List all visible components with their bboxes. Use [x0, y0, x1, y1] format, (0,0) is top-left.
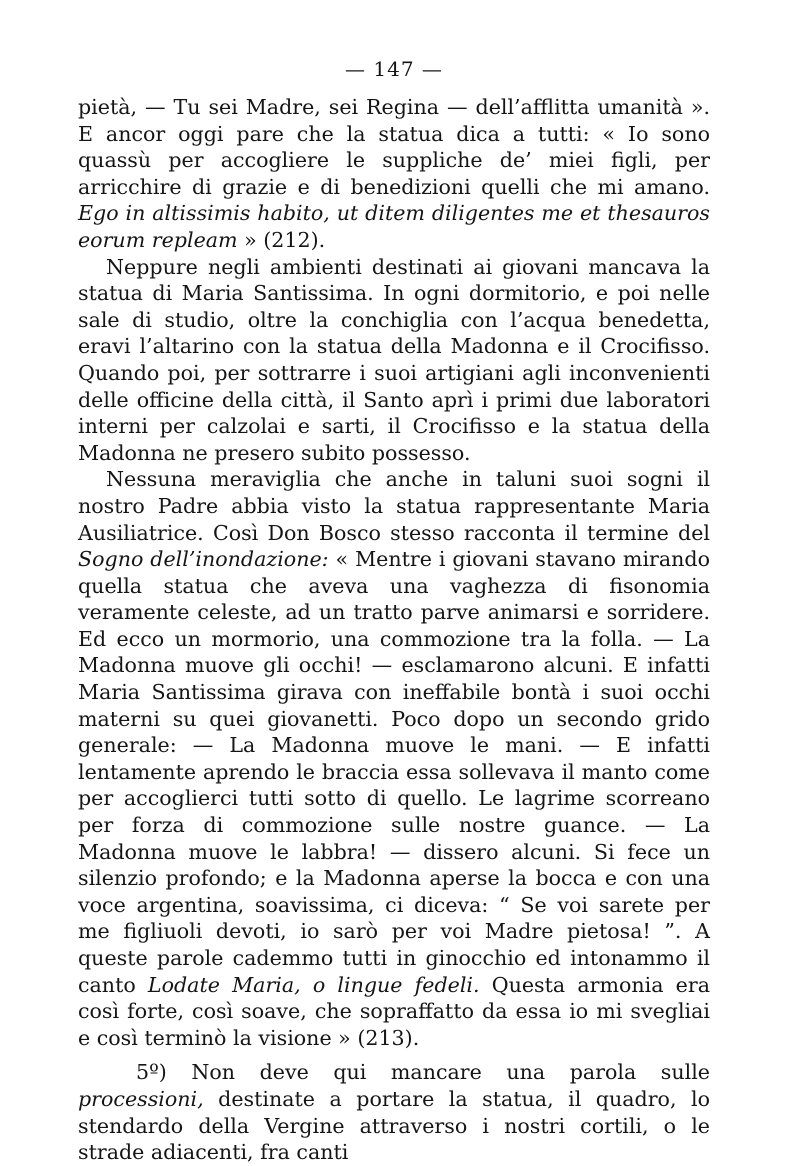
- text-run: Neppure negli ambienti destinati ai giovani mancava la statua di Maria Santissima. In ogni dormitorio, e poi nelle sale di studio, oltre la conchiglia con l’acqua benedetta, eravi l’altarino con la statua della Madonna e il Crocifisso. Quando poi, per sottrarre i suoi artigiani agli inconvenienti delle officine della città, il Santo aprì i primi due laboratori interni per calzolai e sarti, il Crocifisso e la statua della Madonna ne presero subito possesso.: [78, 254, 710, 465]
- page-number: — 147 —: [345, 57, 443, 81]
- text-run: » (212).: [237, 227, 326, 252]
- paragraph-2: [78, 254, 710, 467]
- text-run: « Mentre i giovani stavano mirando quella statua che aveva una vaghezza di fisonomia veramente celeste, ad un tratto parve animarsi e sorridere. Ed ecco un mormorio, una commozione tra la folla. — La Madonna muove gli occhi! — esclamarono alcuni. E infatti Maria Santissima girava con ineffabile bontà i suoi occhi materni su quei giovanetti. Poco dopo un secondo grido generale: — La Madonna muove le mani. — E infatti lentamente aprendo le braccia essa sollevava il manto come per accoglierci tutti sotto di quello. Le lagrime scorreano per forza di commozione sulle nostre guance. — La Madonna muove le labbra! — dissero alcuni. Si fece un silenzio profondo; e la Madonna aperse la bocca e con una voce argentina, soavissima, ci diceva: “ Se voi sarete per me figliuoli devoti, io sarò per voi Madre pietosa! ”. A queste parole cademmo tutti in ginocchio ed intonammo il canto: [78, 547, 711, 997]
- hymn-title: Lodate Maria, o lingue fedeli.: [147, 972, 480, 997]
- text-run: Nessuna meraviglia che anche in taluni suoi sogni il nostro Padre abbia visto la statua rappresentante Maria Ausiliatrice. Così Don Bosco stesso racconta il termine del: [78, 467, 710, 545]
- paragraph-3: [78, 466, 710, 1051]
- dream-title: Sogno dell’inondazione:: [78, 547, 329, 572]
- text-run: destinate a portare la statua, il quadro, lo stendardo della Vergine attraverso i nostri cortili, o le strade adiacenti, fra canti: [78, 1086, 710, 1165]
- book-page: [78, 52, 710, 1166]
- paragraph-4: [78, 1059, 710, 1165]
- text-run: pietà, — Tu sei Madre, sei Regina — dell’afflitta umanità ». E ancor oggi pare che la statua dica a tutti: « Io sono quassù per accogliere le suppliche de’ miei figli, per arricchire di grazie e di benedizioni quelli che mi amano.: [78, 95, 710, 199]
- text-run: 5º) Non deve qui mancare una parola sulle: [136, 1060, 710, 1085]
- paragraph-1: [78, 94, 710, 254]
- latin-quote: Ego in altissimis habito, ut ditem diligentes me et thesauros eorum repleam: [78, 201, 710, 252]
- text-run: Questa armonia era così forte, così soave, che sopraffatto da essa io mi svegliai e così terminò la visione » (213).: [78, 972, 710, 1050]
- emphasis-processioni: processioni,: [78, 1086, 204, 1111]
